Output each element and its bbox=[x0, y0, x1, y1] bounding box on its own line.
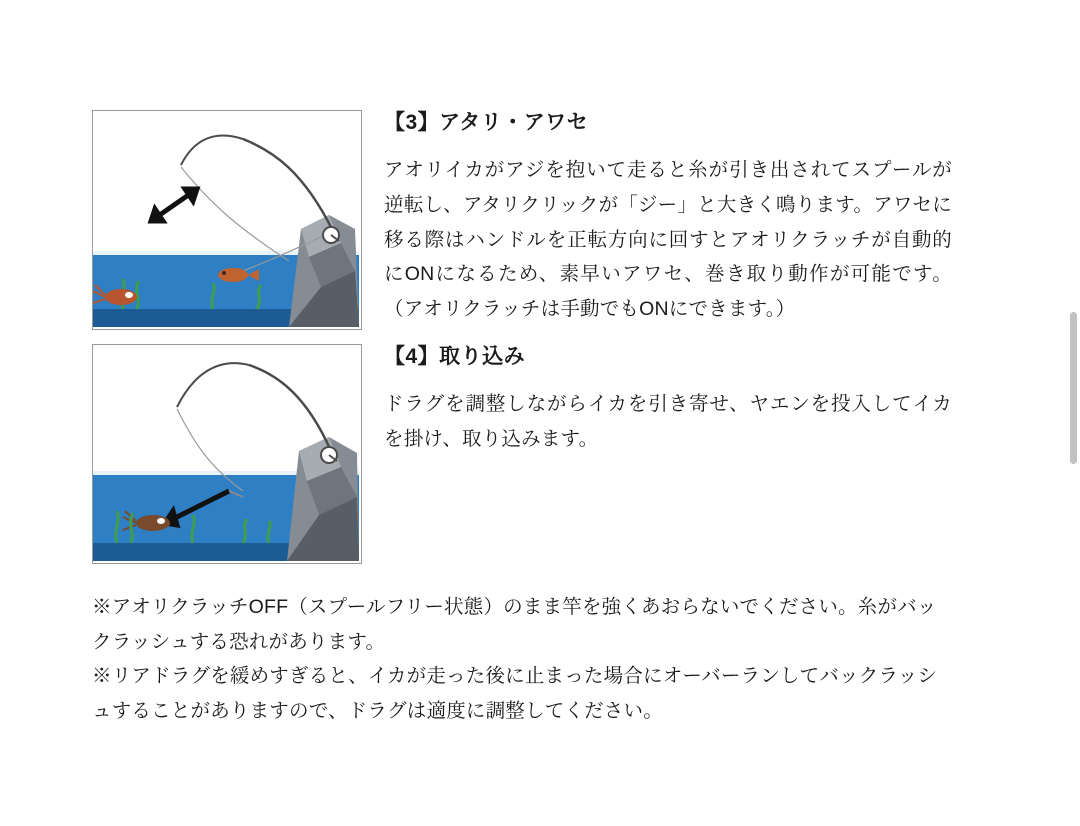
section-block-3 bbox=[92, 110, 952, 330]
section-body-4: ドラグを調整しながらイカを引き寄せ、ヤエンを投入してイカを掛け、取り込みます。 bbox=[384, 393, 952, 450]
vertical-scrollbar-thumb[interactable] bbox=[1070, 312, 1077, 464]
section-text-3 bbox=[384, 110, 952, 327]
section-heading-3: 【3】アタリ・アワセ bbox=[384, 111, 589, 134]
illustration-torikomi bbox=[92, 344, 362, 564]
fishing-scene-2-svg bbox=[93, 345, 359, 561]
section-heading-4: 【4】取り込み bbox=[384, 345, 526, 368]
article-content bbox=[92, 110, 952, 729]
note-2: ※リアドラグを緩めすぎると、イカが走った後に止まった場合にオーバーランしてバックラッシュすることがありますので、ドラグは適度に調整してください。 bbox=[92, 665, 938, 723]
section-text-4 bbox=[384, 344, 952, 457]
vertical-scrollbar-track[interactable] bbox=[1066, 0, 1080, 826]
section-body-3: アオリイカがアジを抱いて走ると糸が引き出されてスプールが逆転し、アタリクリックが「ジー」と大きく鳴ります。アワセに移る際はハンドルを正転方向に回すとアオリクラッチが自動的にONになるため、素早いアワセ、巻き取り動作が可能です。（アオリクラッチは手動でもONにできます。） bbox=[384, 159, 952, 320]
illustration-attari-awase bbox=[92, 110, 362, 330]
note-1: ※アオリクラッチOFF（スプールフリー状態）のまま竿を強くあおらないでください。糸がバックラッシュする恐れがあります。 bbox=[92, 596, 937, 653]
section-block-4 bbox=[92, 344, 952, 564]
notes-block bbox=[92, 590, 952, 729]
fishing-scene-1-svg bbox=[93, 111, 359, 327]
